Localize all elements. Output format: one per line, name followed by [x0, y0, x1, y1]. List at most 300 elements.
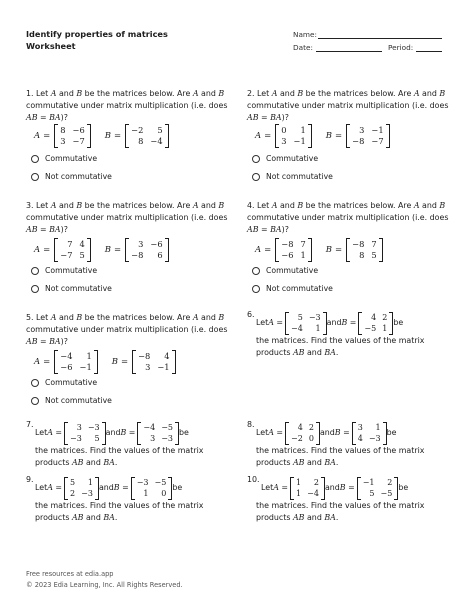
problem-text	[256, 347, 452, 359]
matrix-entry: 7	[67, 239, 73, 249]
problem-first-line	[247, 312, 452, 335]
matrix-a-label: A =	[47, 483, 63, 493]
matrix-b	[357, 477, 399, 500]
commute-problem	[26, 88, 238, 125]
matrix-entry: −1	[79, 362, 92, 372]
text: )?	[60, 337, 68, 347]
text: and	[56, 89, 77, 98]
matrix-entry: −8	[131, 250, 144, 260]
find-product-problem	[247, 422, 452, 469]
equals-sign: =	[43, 131, 51, 141]
matrix-entry: −4	[150, 136, 163, 146]
right-bracket	[165, 238, 169, 262]
matrix-entry: −2	[131, 125, 144, 135]
find-product-problem	[247, 312, 452, 359]
text: .	[335, 458, 339, 468]
text: and	[56, 313, 77, 322]
matrix-entry: −7	[60, 250, 73, 260]
text: Let	[33, 313, 51, 322]
matrix-a-label: A	[34, 245, 41, 255]
text: be	[179, 428, 189, 438]
text: Let	[33, 201, 51, 210]
right-bracket	[308, 238, 312, 262]
matrix-b-label: B	[325, 131, 333, 141]
text: and	[419, 201, 440, 210]
text: products	[35, 458, 72, 468]
text: and	[304, 513, 325, 523]
matrix-entry: 4	[164, 351, 170, 361]
matrix-entry: 3	[359, 125, 365, 135]
matrix-entry: 3	[76, 423, 82, 432]
text: and	[198, 313, 219, 322]
problem-number: 2.	[247, 89, 255, 98]
option-label: Not commutative	[45, 396, 112, 405]
right-bracket	[87, 238, 91, 262]
matrix-a	[275, 238, 312, 262]
date-input-line[interactable]	[316, 51, 382, 52]
matrix-b-label: B =	[341, 318, 357, 328]
equation: AB = BA	[247, 225, 282, 235]
product-ba: BA	[324, 458, 336, 468]
commutative-option[interactable]	[252, 154, 318, 163]
text: Let	[35, 483, 48, 493]
matrix-b	[137, 422, 179, 445]
matrix-a-label: A =	[273, 483, 289, 493]
matrix-entry: −3	[81, 488, 93, 498]
text: and	[277, 201, 298, 210]
equals-sign: =	[114, 131, 122, 141]
radio-button[interactable]	[31, 285, 39, 293]
commutative-option[interactable]	[31, 266, 97, 275]
matrix-entry: 4	[371, 313, 377, 322]
matrix-entry: −7	[371, 136, 384, 146]
matrix-entries	[279, 124, 308, 148]
option-label: Not commutative	[266, 172, 333, 181]
text: be	[393, 318, 404, 328]
matrix-entry: −1	[157, 362, 170, 372]
matrix-a-label: A	[34, 357, 41, 367]
problem-definition	[256, 422, 396, 445]
problem-number: 8.	[247, 420, 255, 429]
var-a: A	[271, 89, 278, 98]
matrix-entry: −6	[72, 125, 85, 135]
matrix-entry: 1	[382, 323, 388, 333]
commutative-option[interactable]	[252, 266, 318, 275]
matrix-entry: 1	[143, 488, 149, 498]
matrix-entry: 7	[371, 239, 377, 249]
var-b: B	[297, 89, 304, 98]
right-bracket	[386, 124, 390, 148]
matrix-a	[285, 312, 327, 335]
matrix-b-label: B =	[113, 483, 129, 493]
text: be the matrices below. Are	[82, 89, 193, 98]
matrix-a-label: A =	[268, 428, 284, 438]
matrix-entry: 1	[86, 351, 92, 361]
product-ab: AB	[71, 513, 84, 523]
text: and	[83, 458, 104, 468]
radio-button[interactable]	[31, 397, 39, 405]
equals-sign: =	[264, 131, 272, 141]
worksheet-subtitle: Worksheet	[26, 41, 76, 51]
matrix-b-label: B =	[334, 428, 350, 438]
text: and	[419, 89, 440, 98]
date-label: Date:	[293, 43, 313, 52]
text: and	[326, 318, 342, 328]
problem-text	[26, 312, 238, 349]
matrix-definitions	[255, 124, 390, 148]
var-b: B	[439, 201, 446, 210]
matrix-entry: 5	[369, 488, 375, 498]
matrix-entry: 5	[157, 125, 163, 135]
text: and	[98, 483, 114, 493]
text: commutative under matrix multiplication (i.e. does	[247, 101, 449, 111]
option-label: Not commutative	[266, 284, 333, 293]
var-b: B	[76, 89, 83, 98]
matrix-a-label: A	[34, 131, 41, 141]
var-a: A	[192, 201, 199, 210]
matrix-entry: −1	[371, 125, 384, 135]
text: Let	[256, 318, 269, 328]
footer-copyright: © 2023 Edia Learning, Inc. All Rights Reserved.	[26, 581, 183, 589]
text: and	[56, 201, 77, 210]
matrix-entry: 1	[296, 488, 302, 498]
name-label: Name:	[293, 30, 317, 39]
matrix-entry: 7	[300, 239, 306, 249]
text: the matrices. Find the values of the matrix	[256, 501, 425, 510]
matrix-entry: 3	[138, 239, 144, 249]
matrix-entry: 1	[300, 125, 306, 135]
radio-button[interactable]	[31, 155, 39, 163]
text: be	[172, 483, 183, 493]
problem-first-line	[26, 422, 236, 445]
matrix-entry: 4	[297, 423, 303, 432]
text: commutative under matrix multiplication (i.e. does	[26, 101, 228, 111]
matrix-entries	[136, 350, 171, 374]
var-a: A	[271, 201, 278, 210]
var-b: B	[439, 89, 446, 98]
radio-button[interactable]	[31, 173, 39, 181]
radio-button[interactable]	[31, 267, 39, 275]
matrix-entry: 5	[70, 478, 76, 487]
matrix-entries	[361, 477, 395, 500]
commute-problem	[247, 88, 459, 125]
matrix-entry: 5	[94, 433, 100, 443]
text: and	[324, 483, 340, 493]
find-product-problem	[26, 477, 236, 524]
matrix-entry: 2	[313, 478, 319, 487]
matrix-entries	[68, 477, 95, 500]
var-a: A	[50, 201, 57, 210]
matrix-b	[132, 350, 175, 374]
matrix-b-label: B	[104, 131, 112, 141]
text: commutative under matrix multiplication (i.e. does	[26, 213, 228, 223]
matrix-entries	[68, 422, 102, 445]
var-b: B	[297, 201, 304, 210]
matrix-entry: 2	[70, 488, 76, 498]
matrix-entries	[362, 312, 389, 335]
matrix-a	[275, 124, 312, 148]
right-bracket	[165, 124, 169, 148]
matrix-entry: −4	[291, 323, 303, 333]
matrix-a	[285, 422, 320, 445]
matrix-entry: −6	[60, 362, 73, 372]
problem-number: 9.	[26, 475, 34, 484]
product-ab: AB	[292, 348, 305, 358]
text: and	[304, 458, 325, 468]
var-a: A	[413, 89, 420, 98]
matrix-entries	[58, 350, 93, 374]
problem-text	[35, 500, 236, 512]
matrix-entry: 0	[161, 488, 167, 498]
text: )?	[281, 225, 289, 235]
problem-text	[26, 88, 238, 125]
right-bracket	[308, 124, 312, 148]
text: be the matrices below. Are	[303, 201, 414, 210]
matrix-entry: 3	[150, 433, 156, 443]
text: .	[114, 458, 118, 468]
matrix-entries	[350, 124, 385, 148]
matrix-entry: 3	[145, 362, 151, 372]
option-label: Commutative	[266, 266, 319, 275]
matrix-entries	[129, 124, 164, 148]
text: .	[335, 513, 339, 523]
worksheet-title: Identify properties of matrices	[26, 29, 168, 39]
matrix-b	[346, 124, 389, 148]
text: Let	[254, 201, 272, 210]
radio-button[interactable]	[252, 267, 260, 275]
text: )?	[60, 113, 68, 123]
matrix-entry: −8	[352, 136, 365, 146]
problem-number: 1.	[26, 89, 34, 98]
equation: AB = BA	[26, 113, 61, 123]
matrix-a-label: A	[255, 245, 262, 255]
matrix-entry: 2	[308, 423, 314, 432]
find-product-problem	[26, 422, 236, 469]
problem-text	[35, 457, 236, 469]
product-ab: AB	[292, 458, 305, 468]
matrix-entry: −4	[60, 351, 73, 361]
problem-number: 5.	[26, 313, 34, 322]
not-commutative-option[interactable]	[252, 284, 333, 293]
not-commutative-option[interactable]	[31, 284, 112, 293]
problem-text	[256, 335, 452, 347]
matrix-a	[64, 477, 99, 500]
matrix-entry: 1	[87, 478, 93, 487]
matrix-entries	[129, 238, 164, 262]
radio-button[interactable]	[252, 173, 260, 181]
problem-definition	[35, 422, 189, 445]
not-commutative-option[interactable]	[252, 172, 333, 181]
matrix-entries	[58, 124, 87, 148]
commute-problem	[247, 200, 459, 237]
problem-definition	[35, 477, 182, 500]
name-input-line[interactable]	[318, 38, 442, 39]
product-ba: BA	[103, 458, 115, 468]
matrix-entry: 4	[357, 433, 363, 443]
text: commutative under matrix multiplication (i.e. does	[26, 325, 228, 335]
text: be the matrices below. Are	[82, 201, 193, 210]
radio-button[interactable]	[252, 155, 260, 163]
text: be	[398, 483, 409, 493]
text: the matrices. Find the values of the matrix	[256, 336, 425, 345]
matrix-a	[54, 238, 91, 262]
text: Let	[261, 483, 274, 493]
matrix-entries	[289, 422, 316, 445]
matrix-entry: 1	[375, 423, 381, 432]
matrix-entry: −2	[291, 433, 303, 443]
matrix-entry: 5	[371, 250, 377, 260]
option-label: Not commutative	[45, 172, 112, 181]
text: and	[304, 348, 325, 358]
var-a: A	[192, 313, 199, 322]
matrix-entry: 1	[315, 323, 321, 333]
option-label: Commutative	[45, 266, 98, 275]
product-ba: BA	[103, 513, 115, 523]
option-label: Commutative	[45, 154, 98, 163]
matrix-entries	[356, 422, 383, 445]
matrix-entry: 0	[281, 125, 287, 135]
radio-button[interactable]	[252, 285, 260, 293]
text: .	[114, 513, 118, 523]
matrix-entry: −3	[70, 433, 82, 443]
text: the matrices. Find the values of the matrix	[256, 446, 425, 455]
problem-first-line	[247, 477, 452, 500]
commutative-option[interactable]	[31, 378, 97, 387]
problem-text	[256, 457, 452, 469]
matrix-entry: −3	[136, 478, 149, 487]
matrix-entry: 1	[296, 478, 302, 487]
matrix-entries	[294, 477, 321, 500]
matrix-entry: 8	[359, 250, 365, 260]
equals-sign: =	[120, 357, 129, 367]
equation: AB = BA	[26, 225, 61, 235]
right-bracket	[379, 238, 383, 262]
matrix-definitions	[34, 238, 169, 262]
matrix-a	[290, 477, 325, 500]
problem-first-line	[247, 422, 452, 445]
text: and	[319, 428, 335, 438]
var-a: A	[50, 313, 57, 322]
period-input-line[interactable]	[416, 51, 442, 52]
right-bracket	[172, 350, 176, 374]
right-bracket	[87, 124, 91, 148]
not-commutative-option[interactable]	[31, 396, 112, 405]
equals-sign: =	[43, 245, 51, 255]
matrix-entries	[58, 238, 87, 262]
problem-text	[26, 200, 238, 237]
equals-sign: =	[335, 245, 343, 255]
matrix-entry: −4	[143, 423, 156, 432]
var-b: B	[76, 201, 83, 210]
text: products	[256, 513, 293, 523]
equation: AB = BA	[26, 337, 61, 347]
matrix-entries	[135, 477, 169, 500]
matrix-b	[346, 238, 383, 262]
matrix-entries	[350, 238, 379, 262]
matrix-definitions	[34, 124, 169, 148]
matrix-entry: −4	[307, 488, 319, 498]
commute-problem	[26, 312, 238, 349]
matrix-entry: −1	[362, 478, 375, 487]
matrix-entry: 4	[79, 239, 85, 249]
right-bracket	[94, 350, 98, 374]
text: Let	[256, 428, 269, 438]
var-b: B	[218, 313, 225, 322]
matrix-entry: −6	[281, 250, 294, 260]
problem-number: 3.	[26, 201, 34, 210]
text: products	[256, 458, 293, 468]
matrix-definitions	[255, 238, 383, 262]
option-label: Not commutative	[45, 284, 112, 293]
matrix-entry: −8	[352, 239, 365, 249]
matrix-entries	[289, 312, 323, 335]
not-commutative-option[interactable]	[31, 172, 112, 181]
text: the matrices. Find the values of the matrix	[35, 446, 204, 455]
matrix-a	[64, 422, 106, 445]
matrix-a	[54, 350, 97, 374]
var-a: A	[192, 89, 199, 98]
option-label: Commutative	[266, 154, 319, 163]
matrix-entry: −8	[138, 351, 151, 361]
text: and	[83, 513, 104, 523]
text: and	[198, 201, 219, 210]
text: )?	[281, 113, 289, 123]
matrix-a-label: A =	[47, 428, 63, 438]
matrix-b	[352, 422, 387, 445]
matrix-definitions	[34, 350, 176, 374]
matrix-entry: −5	[154, 478, 167, 487]
problem-number: 6.	[247, 310, 255, 319]
matrix-entry: 0	[308, 433, 314, 443]
text: be	[386, 428, 397, 438]
var-a: A	[413, 201, 420, 210]
equals-sign: =	[335, 131, 343, 141]
problem-number: 10.	[247, 475, 260, 484]
commutative-option[interactable]	[31, 154, 97, 163]
matrix-entry: 5	[79, 250, 85, 260]
text: and	[105, 428, 121, 438]
product-ab: AB	[292, 513, 305, 523]
matrix-entry: −8	[281, 239, 294, 249]
var-b: B	[76, 313, 83, 322]
matrix-entry: 1	[300, 250, 306, 260]
matrix-entries	[141, 422, 175, 445]
matrix-entries	[279, 238, 308, 262]
matrix-entry: 3	[357, 423, 363, 432]
text: and	[198, 89, 219, 98]
text: products	[256, 348, 293, 358]
matrix-entry: −6	[150, 239, 163, 249]
problem-definition	[261, 477, 408, 500]
product-ba: BA	[324, 513, 336, 523]
product-ab: AB	[71, 458, 84, 468]
matrix-a-label: A	[255, 131, 262, 141]
matrix-entry: −1	[293, 136, 306, 146]
matrix-entry: −3	[308, 313, 321, 322]
text: commutative under matrix multiplication (i.e. does	[247, 213, 449, 223]
problem-text	[256, 512, 452, 524]
matrix-entry: 3	[281, 136, 287, 146]
text: products	[35, 513, 72, 523]
radio-button[interactable]	[31, 379, 39, 387]
matrix-entry: 5	[297, 313, 303, 322]
footer-resources: Free resources at edia.app	[26, 570, 114, 578]
equals-sign: =	[43, 357, 51, 367]
text: Let	[254, 89, 272, 98]
text: .	[335, 348, 339, 358]
problem-text	[35, 512, 236, 524]
problem-text	[247, 88, 459, 125]
